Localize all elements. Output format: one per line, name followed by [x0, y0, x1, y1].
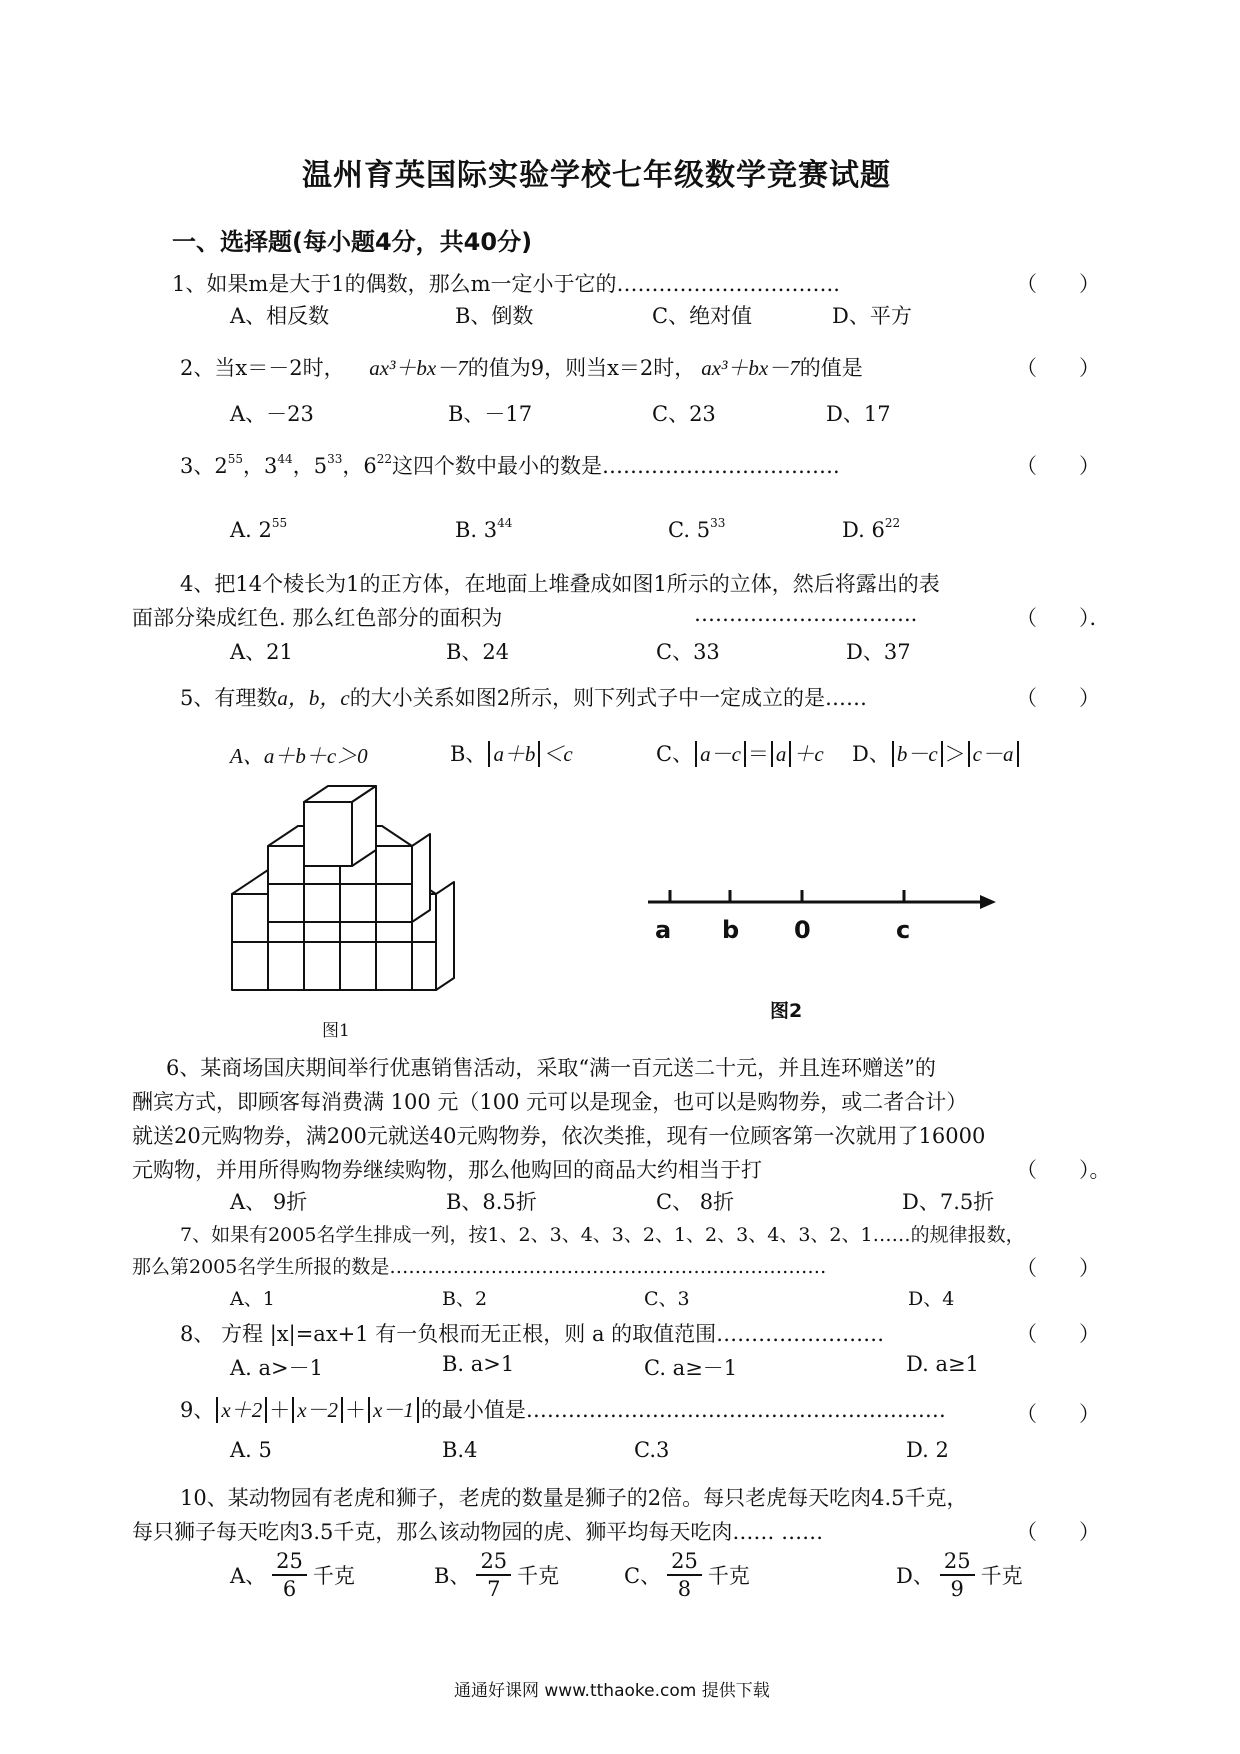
q5-option-a: A、a＋b＋c＞0: [230, 744, 368, 768]
question-9-text: 9、 x＋2 ＋ x－2 ＋ x－1 的最小值是……………………………………………………: [180, 1398, 946, 1422]
question-8-text: 8、 方程 |x|=ax+1 有一负根而无正根，则 a 的取值范围……………………: [180, 1322, 885, 1346]
question-10-line-2: 每只狮子每天吃肉3.5千克，那么该动物园的虎、狮平均每天吃肉…… ……: [132, 1520, 824, 1544]
question-7-line-2: 那么第2005名学生所报的数是……………………………………………………………: [132, 1256, 827, 1278]
q7-option-a: A、1: [230, 1288, 275, 1310]
q2-option-d: D、17: [826, 402, 891, 426]
question-7-line-1: 7、如果有2005名学生排成一列，按1、2、3、4、3、2、1、2、3、4、3、2、1……的规律报数，: [180, 1224, 1025, 1246]
q4-option-b: B、24: [446, 640, 510, 664]
number-line-label-a: a: [655, 916, 672, 944]
q10-option-a: A、 $\frac{25}{6}$ 千克: [230, 1549, 355, 1601]
q2-option-c: C、23: [652, 402, 716, 426]
q2-expression-2: ax³＋bx－7: [701, 356, 800, 380]
question-2-text: 2、当x＝－2时， ax³＋bx－7的值为9，则当x＝2时， ax³＋bx－7的值是: [180, 356, 863, 380]
answer-blank-5: （ ）: [1016, 686, 1100, 710]
q4-option-d: D、37: [846, 640, 911, 664]
q6-option-d: D、7.5折: [902, 1190, 995, 1214]
figure-2-caption: 图2: [770, 1000, 803, 1022]
question-4-line-1: 4、把14个棱长为1的正方体，在地面上堆叠成如图1所示的立体，然后将露出的表: [180, 572, 940, 596]
q6-option-b: B、8.5折: [446, 1190, 537, 1214]
question-6-line-2: 酬宾方式，即顾客每消费满 100 元（100 元可以是现金，也可以是购物券，或二者合计）: [132, 1090, 968, 1114]
q9-option-c: C.3: [634, 1438, 670, 1462]
answer-blank-3: （ ）: [1016, 454, 1100, 478]
q3-option-b: B. $3^{44}$: [455, 516, 513, 542]
q1-option-c: C、绝对值: [652, 304, 753, 328]
question-5-text: 5、有理数a，b，c的大小关系如图2所示，则下列式子中一定成立的是……: [180, 686, 868, 710]
figure-1-caption: 图1: [322, 1021, 350, 1041]
question-10-line-1: 10、某动物园有老虎和狮子，老虎的数量是狮子的2倍。每只老虎每天吃肉4.5千克，: [180, 1486, 968, 1510]
q6-option-a: A、 9折: [230, 1190, 308, 1214]
exam-title: 温州育英国际实验学校七年级数学竞赛试题: [302, 158, 891, 193]
q4-option-a: A、21: [230, 640, 293, 664]
number-line-label-b: b: [722, 916, 740, 944]
q8-option-d: D. a≥1: [906, 1352, 979, 1376]
q9-option-a: A. 5: [230, 1438, 272, 1462]
question-6-line-3: 就送20元购物券，满200元就送40元购物券，依次类推，现有一位顾客第一次就用了16000: [132, 1124, 986, 1148]
q2-option-a: A、－23: [230, 402, 314, 426]
question-6-line-4: 元购物，并用所得购物券继续购物，那么他购回的商品大约相当于打: [132, 1158, 762, 1182]
question-4-dots: …………………………..: [694, 602, 918, 626]
number-line-label-c: c: [896, 916, 911, 944]
q7-option-b: B、2: [442, 1288, 488, 1310]
q7-option-d: D、4: [908, 1288, 955, 1310]
question-6-line-1: 6、某商场国庆期间举行优惠销售活动，采取“满一百元送二十元，并且连环赠送”的: [166, 1056, 936, 1080]
q8-option-c: C. a≥－1: [644, 1356, 738, 1380]
answer-blank-1: （ ）: [1016, 272, 1100, 296]
q9-option-b: B.4: [442, 1438, 478, 1462]
question-4-line-2: 面部分染成红色. 那么红色部分的面积为: [132, 606, 503, 630]
q8-option-a: A. a>－1: [230, 1356, 323, 1380]
section-heading: 一、选择题(每小题4分，共40分): [172, 228, 533, 256]
answer-blank-8: （ ）: [1016, 1322, 1100, 1346]
q2-expression-1: ax³＋bx－7: [369, 356, 468, 380]
answer-blank-10: （ ）: [1016, 1520, 1100, 1544]
q5-option-b: B、 a＋b ＜c: [450, 742, 573, 766]
q10-option-d: D、 $\frac{25}{9}$ 千克: [896, 1549, 1023, 1601]
q6-option-c: C、 8折: [656, 1190, 735, 1214]
question-1-text: 1、如果m是大于1的偶数，那么m一定小于它的…………………………..: [172, 272, 840, 296]
q3-option-a: A. $2^{55}$: [230, 516, 288, 542]
figure-2-number-line: [640, 872, 1000, 952]
q10-option-c: C、 $\frac{25}{8}$ 千克: [624, 1549, 750, 1601]
answer-blank-6: （ ）。: [1016, 1158, 1111, 1182]
question-3-text: 3、$2^{55}$，$3^{44}$，$5^{33}$，$6^{22}$这四个数中最小的数是…………………………….: [180, 452, 840, 478]
answer-blank-4: （ ）．: [1016, 606, 1111, 630]
q8-option-b: B. a>1: [442, 1352, 515, 1376]
q2-option-b: B、－17: [448, 402, 533, 426]
q9-option-d: D. 2: [906, 1438, 949, 1462]
q3-option-c: C. $5^{33}$: [668, 516, 726, 542]
answer-blank-2: （ ）: [1016, 356, 1100, 380]
q5-option-d: D、 b－c ＞ c－a: [852, 738, 1021, 768]
figure-1-cubes: [220, 780, 470, 1020]
q10-option-b: B、 $\frac{25}{7}$ 千克: [434, 1549, 560, 1601]
answer-blank-7: （ ）: [1016, 1256, 1100, 1280]
q5-option-c: C、 a－c ＝ a ＋c: [656, 742, 824, 766]
q1-option-a: A、相反数: [230, 304, 330, 328]
q1-option-d: D、平方: [832, 304, 912, 328]
q4-option-c: C、33: [656, 640, 720, 664]
number-line-label-0: 0: [794, 916, 811, 944]
q3-option-d: D. $6^{22}$: [842, 516, 901, 542]
q7-option-c: C、3: [644, 1288, 690, 1310]
answer-blank-9: （ ）: [1016, 1402, 1100, 1426]
q1-option-b: B、倒数: [455, 304, 534, 328]
footer-source: 通通好课网 www.tthaoke.com 提供下载: [454, 1681, 770, 1701]
